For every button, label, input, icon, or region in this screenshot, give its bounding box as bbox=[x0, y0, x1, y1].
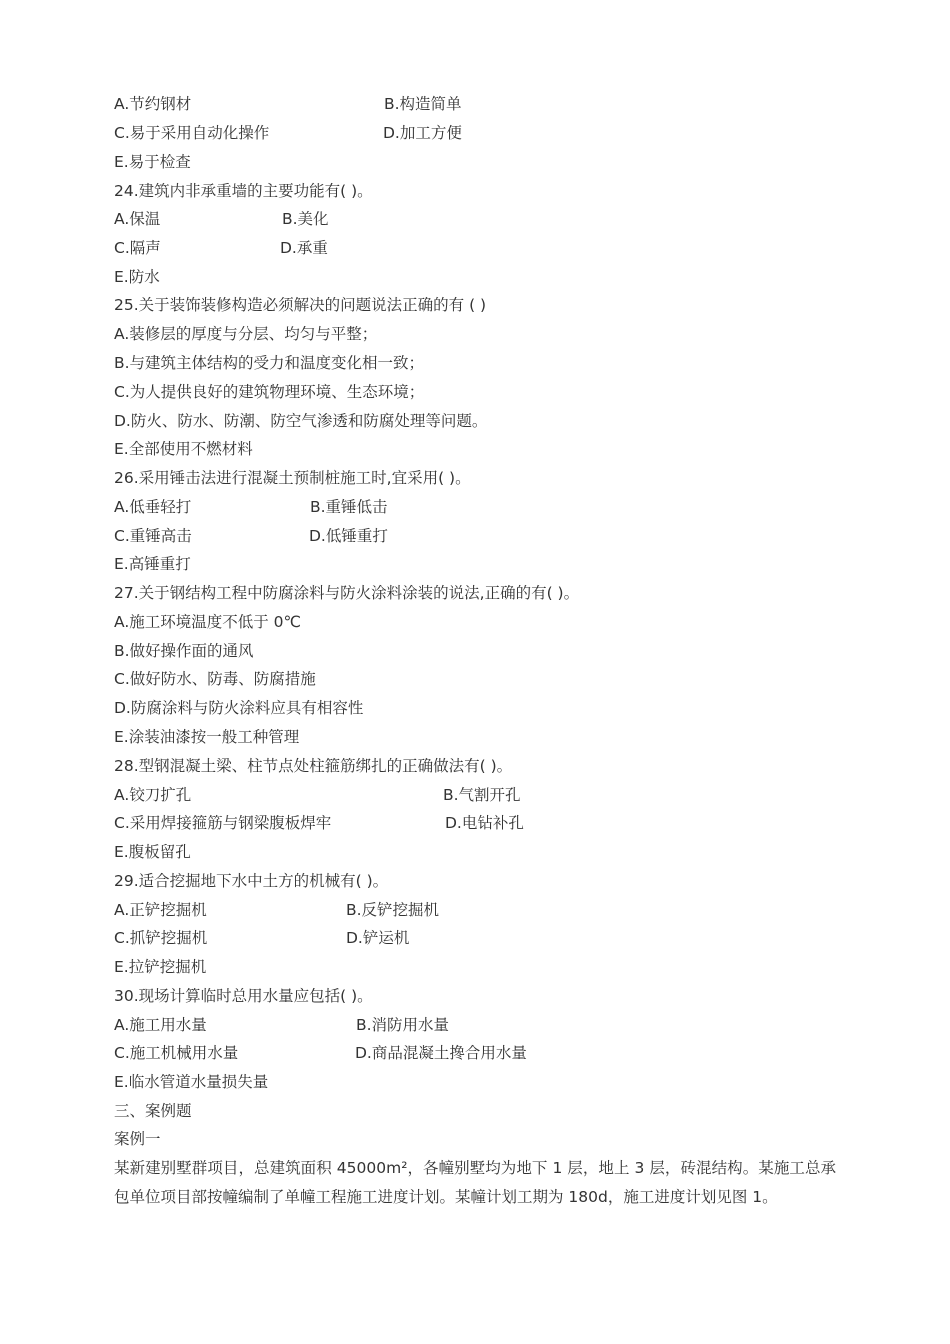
q23-options-row-1 bbox=[114, 93, 874, 115]
q23-option-e: E.易于检查 bbox=[114, 153, 191, 171]
q25-option-e: E.全部使用不燃材料 bbox=[114, 440, 253, 458]
case-paragraph: 某新建别墅群项目，总建筑面积 45000m²，各幢别墅均为地下 1 层，地上 3 层，砖混结构。某施工总承包单位项目部按幢编制了单幢工程施工进度计划。某幢计划工期为 180d，施工进度计划见图 1。 bbox=[114, 1159, 836, 1206]
q24-stem: 24.建筑内非承重墙的主要功能有( )。 bbox=[114, 182, 373, 200]
q26-option-b: B.重锤低击 bbox=[310, 498, 388, 516]
q30-option-a: A.施工用水量 bbox=[114, 1016, 207, 1034]
q23-option-d: D.加工方便 bbox=[383, 124, 462, 142]
q23-option-c: C.易于采用自动化操作 bbox=[114, 124, 270, 142]
q26-option-a: A.低垂轻打 bbox=[114, 498, 192, 516]
q26-options-row-2 bbox=[114, 525, 874, 547]
q29-options-row-1 bbox=[114, 899, 874, 921]
q28-stem: 28.型钢混凝土梁、柱节点处柱箍筋绑扎的正确做法有( )。 bbox=[114, 757, 513, 775]
q24-option-e: E.防水 bbox=[114, 268, 160, 286]
q26-options-row-1 bbox=[114, 496, 874, 518]
q30-options-row-2 bbox=[114, 1042, 874, 1064]
q28-option-d: D.电钻补孔 bbox=[445, 814, 524, 832]
q23-option-a: A.节约钢材 bbox=[114, 95, 192, 113]
q30-option-e: E.临水管道水量损失量 bbox=[114, 1073, 269, 1091]
q25-option-d: D.防火、防水、防潮、防空气渗透和防腐处理等问题。 bbox=[114, 412, 488, 430]
q27-option-c: C.做好防水、防毒、防腐措施 bbox=[114, 670, 316, 688]
q30-option-b: B.消防用水量 bbox=[356, 1016, 450, 1034]
q30-option-c: C.施工机械用水量 bbox=[114, 1044, 239, 1062]
q24-option-d: D.承重 bbox=[280, 239, 328, 257]
q27-option-a: A.施工环境温度不低于 0℃ bbox=[114, 613, 301, 631]
q28-option-c: C.采用焊接箍筋与钢梁腹板焊牢 bbox=[114, 814, 332, 832]
q24-options-row-2 bbox=[114, 237, 874, 259]
q25-option-c: C.为人提供良好的建筑物理环境、生态环境； bbox=[114, 383, 425, 401]
q29-option-c: C.抓铲挖掘机 bbox=[114, 929, 208, 947]
q24-option-a: A.保温 bbox=[114, 210, 161, 228]
q23-option-b: B.构造简单 bbox=[384, 95, 462, 113]
q28-option-e: E.腹板留孔 bbox=[114, 843, 191, 861]
q30-options-row-1 bbox=[114, 1014, 874, 1036]
q26-option-d: D.低锤重打 bbox=[309, 527, 388, 545]
q26-option-e: E.高锤重打 bbox=[114, 555, 191, 573]
q28-option-b: B.气割开孔 bbox=[443, 786, 521, 804]
q24-option-c: C.隔声 bbox=[114, 239, 161, 257]
q25-option-b: B.与建筑主体结构的受力和温度变化相一致； bbox=[114, 354, 425, 372]
q25-stem: 25.关于装饰装修构造必须解决的问题说法正确的有 ( ) bbox=[114, 296, 487, 314]
q27-option-d: D.防腐涂料与防火涂料应具有相容性 bbox=[114, 699, 364, 717]
q27-option-e: E.涂装油漆按一般工种管理 bbox=[114, 728, 300, 746]
q29-option-a: A.正铲挖掘机 bbox=[114, 901, 207, 919]
q27-option-b: B.做好操作面的通风 bbox=[114, 642, 254, 660]
q28-options-row-1 bbox=[114, 784, 874, 806]
q29-stem: 29.适合挖掘地下水中土方的机械有( )。 bbox=[114, 872, 389, 890]
q26-option-c: C.重锤高击 bbox=[114, 527, 192, 545]
q25-option-a: A.装修层的厚度与分层、均匀与平整； bbox=[114, 325, 378, 343]
q27-stem: 27.关于钢结构工程中防腐涂料与防火涂料涂装的说法,正确的有( )。 bbox=[114, 584, 580, 602]
q24-option-b: B.美化 bbox=[282, 210, 329, 228]
q24-options-row-1 bbox=[114, 208, 874, 230]
q29-option-e: E.拉铲挖掘机 bbox=[114, 958, 207, 976]
q29-option-b: B.反铲挖掘机 bbox=[346, 901, 440, 919]
q30-option-d: D.商品混凝土搀合用水量 bbox=[355, 1044, 527, 1062]
q23-options-row-2 bbox=[114, 122, 874, 144]
q28-options-row-2 bbox=[114, 812, 874, 834]
q26-stem: 26.采用锤击法进行混凝土预制桩施工时,宜采用( )。 bbox=[114, 469, 471, 487]
section-heading: 三、案例题 bbox=[114, 1102, 192, 1120]
q29-options-row-2 bbox=[114, 927, 874, 949]
case-title: 案例一 bbox=[114, 1130, 161, 1148]
q30-stem: 30.现场计算临时总用水量应包括( )。 bbox=[114, 987, 373, 1005]
q28-option-a: A.铰刀扩孔 bbox=[114, 786, 192, 804]
q29-option-d: D.铲运机 bbox=[346, 929, 410, 947]
